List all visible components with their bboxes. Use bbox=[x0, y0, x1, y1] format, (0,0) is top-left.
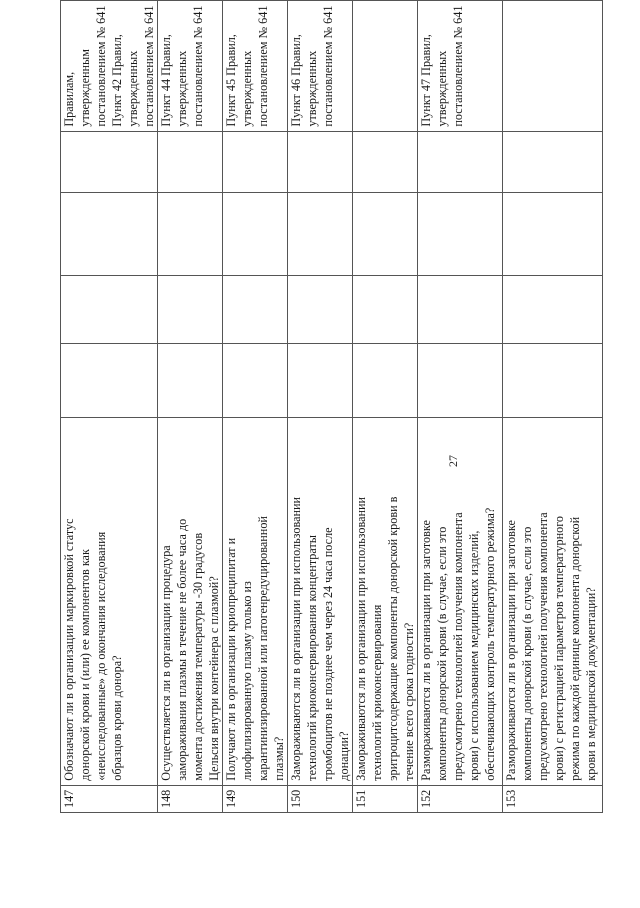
answer-cell-no bbox=[418, 275, 503, 344]
row-number: 152 bbox=[418, 785, 503, 812]
note-cell bbox=[418, 131, 503, 193]
answer-cell-na bbox=[503, 193, 603, 275]
reference-cell bbox=[61, 1, 158, 132]
answer-cell-yes bbox=[61, 344, 158, 418]
reference-text: Пункт 44 Правил, утвержденных постановлением № 641 bbox=[159, 5, 205, 127]
question-text: Получают ли в организации криопреципитат и лиофилизированную плазму только из карантинизированной или патогенредуцированной плазмы? bbox=[224, 516, 286, 781]
table-row bbox=[503, 1, 603, 813]
answer-cell-yes bbox=[288, 344, 353, 418]
reference-text: Пункт 45 Правил, утвержденных постановлением № 641 bbox=[224, 5, 270, 127]
answer-cell-na bbox=[353, 193, 418, 275]
reference-cell bbox=[158, 1, 223, 132]
answer-cell-na bbox=[288, 193, 353, 275]
question-text: Осуществляется ли в организации процедура замораживания плазмы в течение не более часа до момента достижения температуры -30 градусов Цельсия внутри контейнера с плазмой? bbox=[159, 518, 221, 781]
reference-cell bbox=[288, 1, 353, 132]
table-row bbox=[288, 1, 353, 813]
row-number: 153 bbox=[503, 785, 603, 812]
question-text: Размораживаются ли в организации при заготовке компоненты донорской крови (в случае, если это предусмотрено технологией получения компонента крови) с регистрацией параметров температурного режима по каждой единице компонента донорской крови в медицинской документации? bbox=[504, 512, 598, 781]
row-number: 147 bbox=[61, 785, 158, 812]
answer-cell-yes bbox=[353, 344, 418, 418]
reference-cell bbox=[503, 1, 603, 132]
question-cell bbox=[61, 417, 158, 785]
note-cell bbox=[223, 131, 288, 193]
table-row bbox=[61, 1, 158, 813]
reference-cell bbox=[353, 1, 418, 132]
question-cell bbox=[418, 417, 503, 785]
question-text: Замораживаются ли в организации при использовании технологий криоконсервирования концентраты тромбоцитов не позднее чем через 24 часа после донации? bbox=[289, 496, 351, 781]
reference-text: Пункт 47 Правил, утвержденных постановлением № 641 bbox=[419, 5, 465, 127]
answer-cell-na bbox=[158, 193, 223, 275]
answer-cell-no bbox=[503, 275, 603, 344]
answer-cell-na bbox=[223, 193, 288, 275]
question-text: Размораживаются ли в организации при заготовке компоненты донорской крови (в случае, если это предусмотрено технологией получения компонента крови) с использованием медицинских изделий, обеспечивающих контроль температурного режима? bbox=[419, 507, 497, 781]
answer-cell-no bbox=[223, 275, 288, 344]
question-text: Обозначают ли в организации маркировкой статус донорской крови и (или) ее компонентов как «неисследованные» до окончания исследования образцов крови донора? bbox=[62, 518, 124, 781]
row-number: 148 bbox=[158, 785, 223, 812]
question-cell bbox=[503, 417, 603, 785]
table-row bbox=[158, 1, 223, 813]
page-number: 27 bbox=[446, 455, 460, 467]
note-cell bbox=[61, 131, 158, 193]
row-number: 149 bbox=[223, 785, 288, 812]
answer-cell-no bbox=[288, 275, 353, 344]
reference-cell bbox=[223, 1, 288, 132]
question-text: Замораживаются ли в организации при использовании технологий криоконсервирования эритроцитсодержащие компоненты донорской крови в течение всего срока годности? bbox=[354, 496, 416, 781]
reference-text: Пункт 46 Правил, утвержденных постановлением № 641 bbox=[289, 5, 335, 127]
question-cell bbox=[353, 417, 418, 785]
row-number: 151 bbox=[353, 785, 418, 812]
table-row bbox=[223, 1, 288, 813]
note-cell bbox=[288, 131, 353, 193]
answer-cell-yes bbox=[503, 344, 603, 418]
answer-cell-yes bbox=[223, 344, 288, 418]
answer-cell-na bbox=[61, 193, 158, 275]
note-cell bbox=[353, 131, 418, 193]
row-number: 150 bbox=[288, 785, 353, 812]
checklist-table bbox=[60, 0, 603, 813]
question-cell bbox=[158, 417, 223, 785]
answer-cell-no bbox=[158, 275, 223, 344]
question-cell bbox=[288, 417, 353, 785]
table-row bbox=[353, 1, 418, 813]
table-row bbox=[418, 1, 503, 813]
reference-text: Правилам, утвержденным постановлением № 641 Пункт 42 Правил, утвержденных постановлением № 641 bbox=[62, 5, 156, 127]
answer-cell-no bbox=[353, 275, 418, 344]
note-cell bbox=[158, 131, 223, 193]
answer-cell-yes bbox=[418, 344, 503, 418]
answer-cell-no bbox=[61, 275, 158, 344]
note-cell bbox=[503, 131, 603, 193]
question-cell bbox=[223, 417, 288, 785]
reference-cell bbox=[418, 1, 503, 132]
answer-cell-yes bbox=[158, 344, 223, 418]
answer-cell-na bbox=[418, 193, 503, 275]
